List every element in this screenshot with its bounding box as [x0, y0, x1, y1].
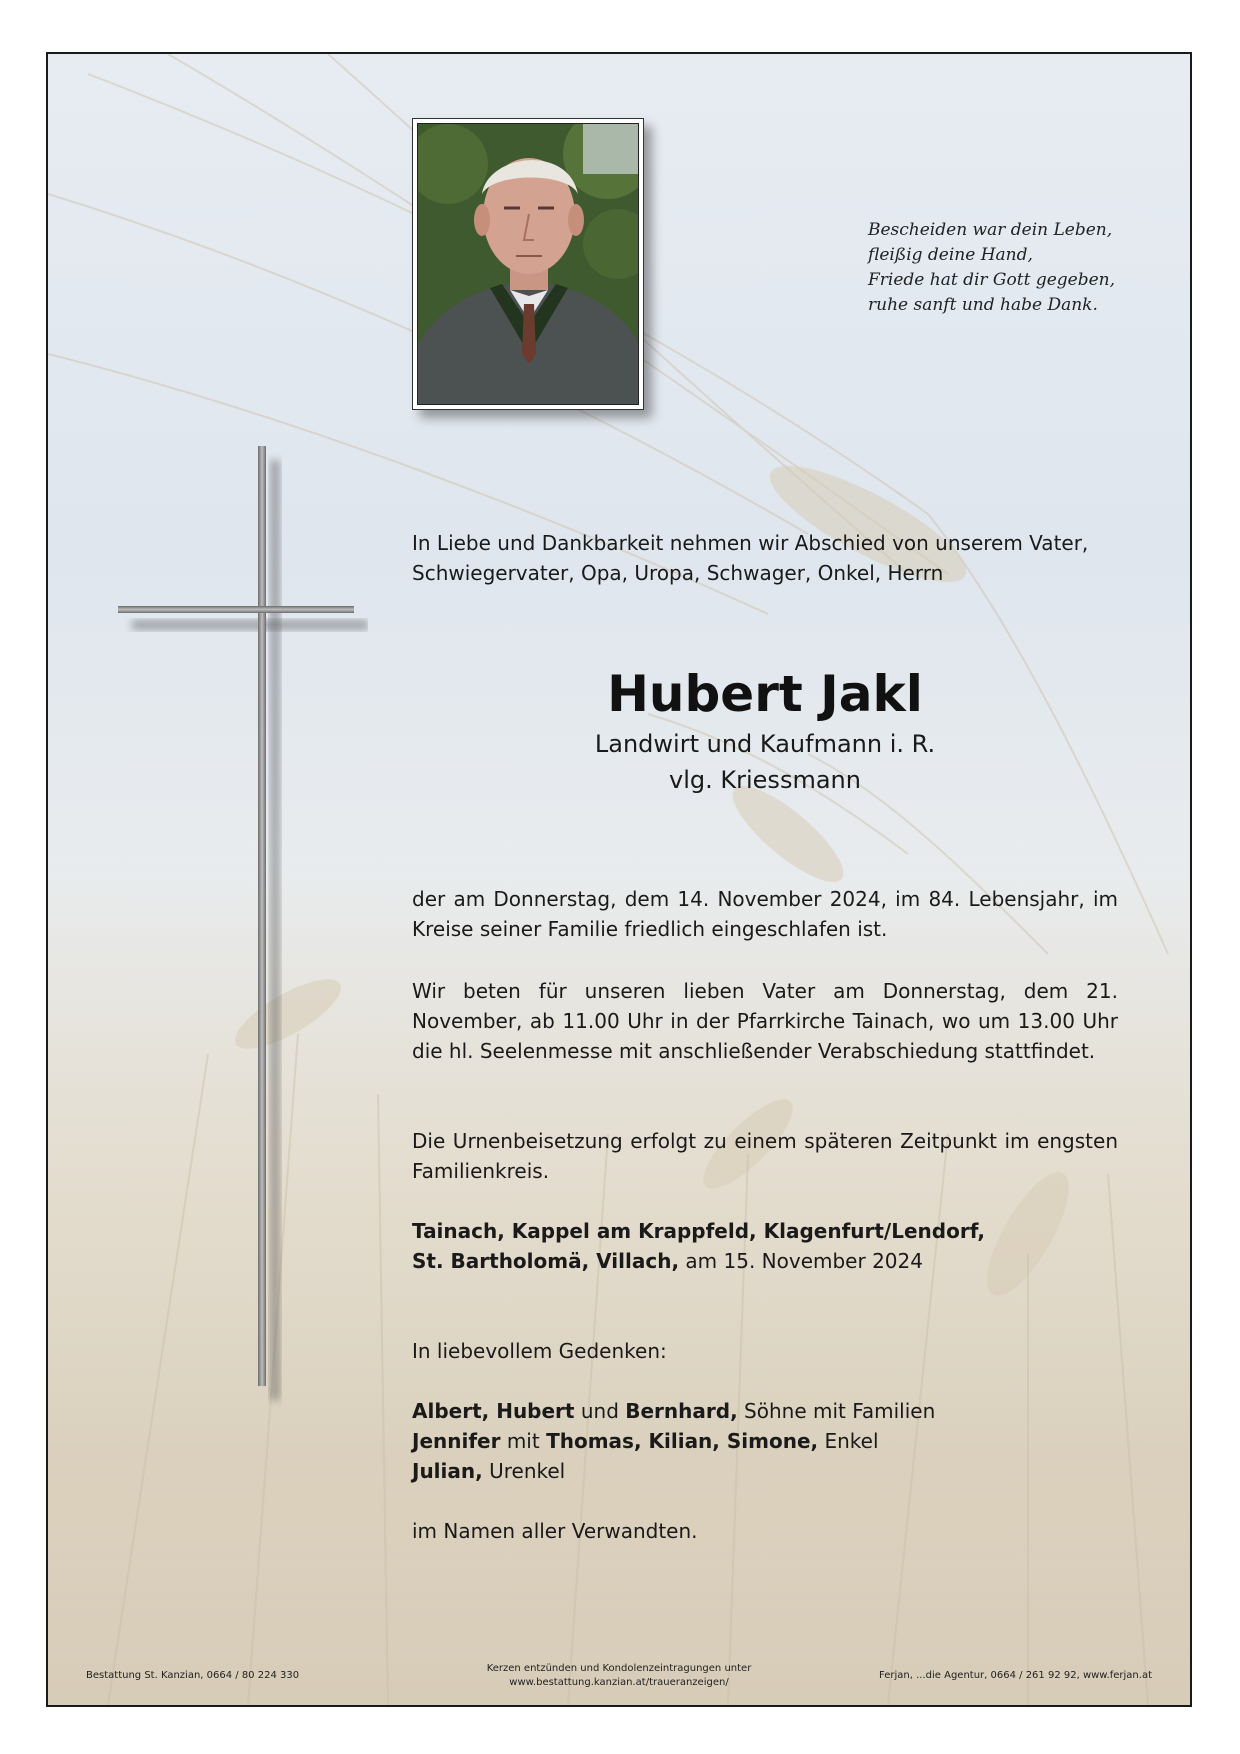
obituary-card — [46, 52, 1192, 1707]
date-text: am 15. November 2024 — [679, 1249, 923, 1273]
mourners-list — [412, 1396, 1118, 1486]
condolence-link[interactable]: www.bestattung.kanzian.at/traueranzeigen/ — [509, 1677, 729, 1688]
portrait-photo — [412, 118, 644, 410]
mourner-row: Jennifer mit Thomas, Kilian, Simone, Enkel — [412, 1429, 879, 1453]
intro-line: Schwiegervater, Opa, Uropa, Schwager, Onkel, Herrn — [412, 561, 944, 585]
closing-text: im Namen aller Verwandten. — [412, 1519, 698, 1543]
places-line-bold: St. Bartholomä, Villach, — [412, 1249, 680, 1273]
portrait-image — [418, 124, 639, 405]
death-notice: der am Donnerstag, dem 14. November 2024, im 84. Lebensjahr, im Kreise seiner Familie friedlich eingeschlafen ist. — [412, 887, 1118, 941]
footer-agency: Ferjan, ...die Agentur, 0664 / 261 92 92, www.ferjan.at — [879, 1670, 1152, 1681]
deceased-occupation: Landwirt und Kaufmann i. R. — [594, 730, 936, 758]
deceased-name: Hubert Jakl — [607, 665, 923, 723]
remembrance-heading: In liebevollem Gedenken: — [412, 1339, 667, 1363]
mourner-row: Julian, Urenkel — [412, 1459, 566, 1483]
intro-text — [412, 528, 1118, 588]
burial-notice: Die Urnenbeisetzung erfolgt zu einem späteren Zeitpunkt im engsten Familienkreis. — [412, 1129, 1118, 1183]
deceased-nickname: vlg. Kriessmann — [669, 766, 861, 794]
memorial-cross-icon — [118, 446, 368, 1406]
mourner-row: Albert, Hubert und Bernhard, Söhne mit Familien — [412, 1399, 936, 1423]
places-and-date — [412, 1216, 1118, 1276]
places-line: Tainach, Kappel am Krappfeld, Klagenfurt/Lendorf, — [412, 1219, 985, 1243]
footer-condolences: Kerzen entzünden und Kondolenzeintragungen unter www.bestattung.kanzian.at/traueranzeigen/ — [419, 1662, 819, 1690]
poem — [868, 218, 1168, 318]
poem-line: Bescheiden war dein Leben, — [868, 220, 1113, 240]
poem-line: Friede hat dir Gott gegeben, — [868, 270, 1115, 290]
service-notice: Wir beten für unseren lieben Vater am Donnerstag, dem 21. November, ab 11.00 Uhr in der Pfarrkirche Tainach, wo um 13.00 Uhr die hl. Seelenmesse mit anschließender Verabschiedung stattfindet. — [412, 979, 1118, 1063]
poem-line: fleißig deine Hand, — [868, 245, 1033, 265]
poem-line: ruhe sanft und habe Dank. — [868, 295, 1098, 315]
intro-line: In Liebe und Dankbarkeit nehmen wir Abschied von unserem Vater, — [412, 531, 1089, 555]
footer-undertaker: Bestattung St. Kanzian, 0664 / 80 224 330 — [86, 1670, 300, 1681]
